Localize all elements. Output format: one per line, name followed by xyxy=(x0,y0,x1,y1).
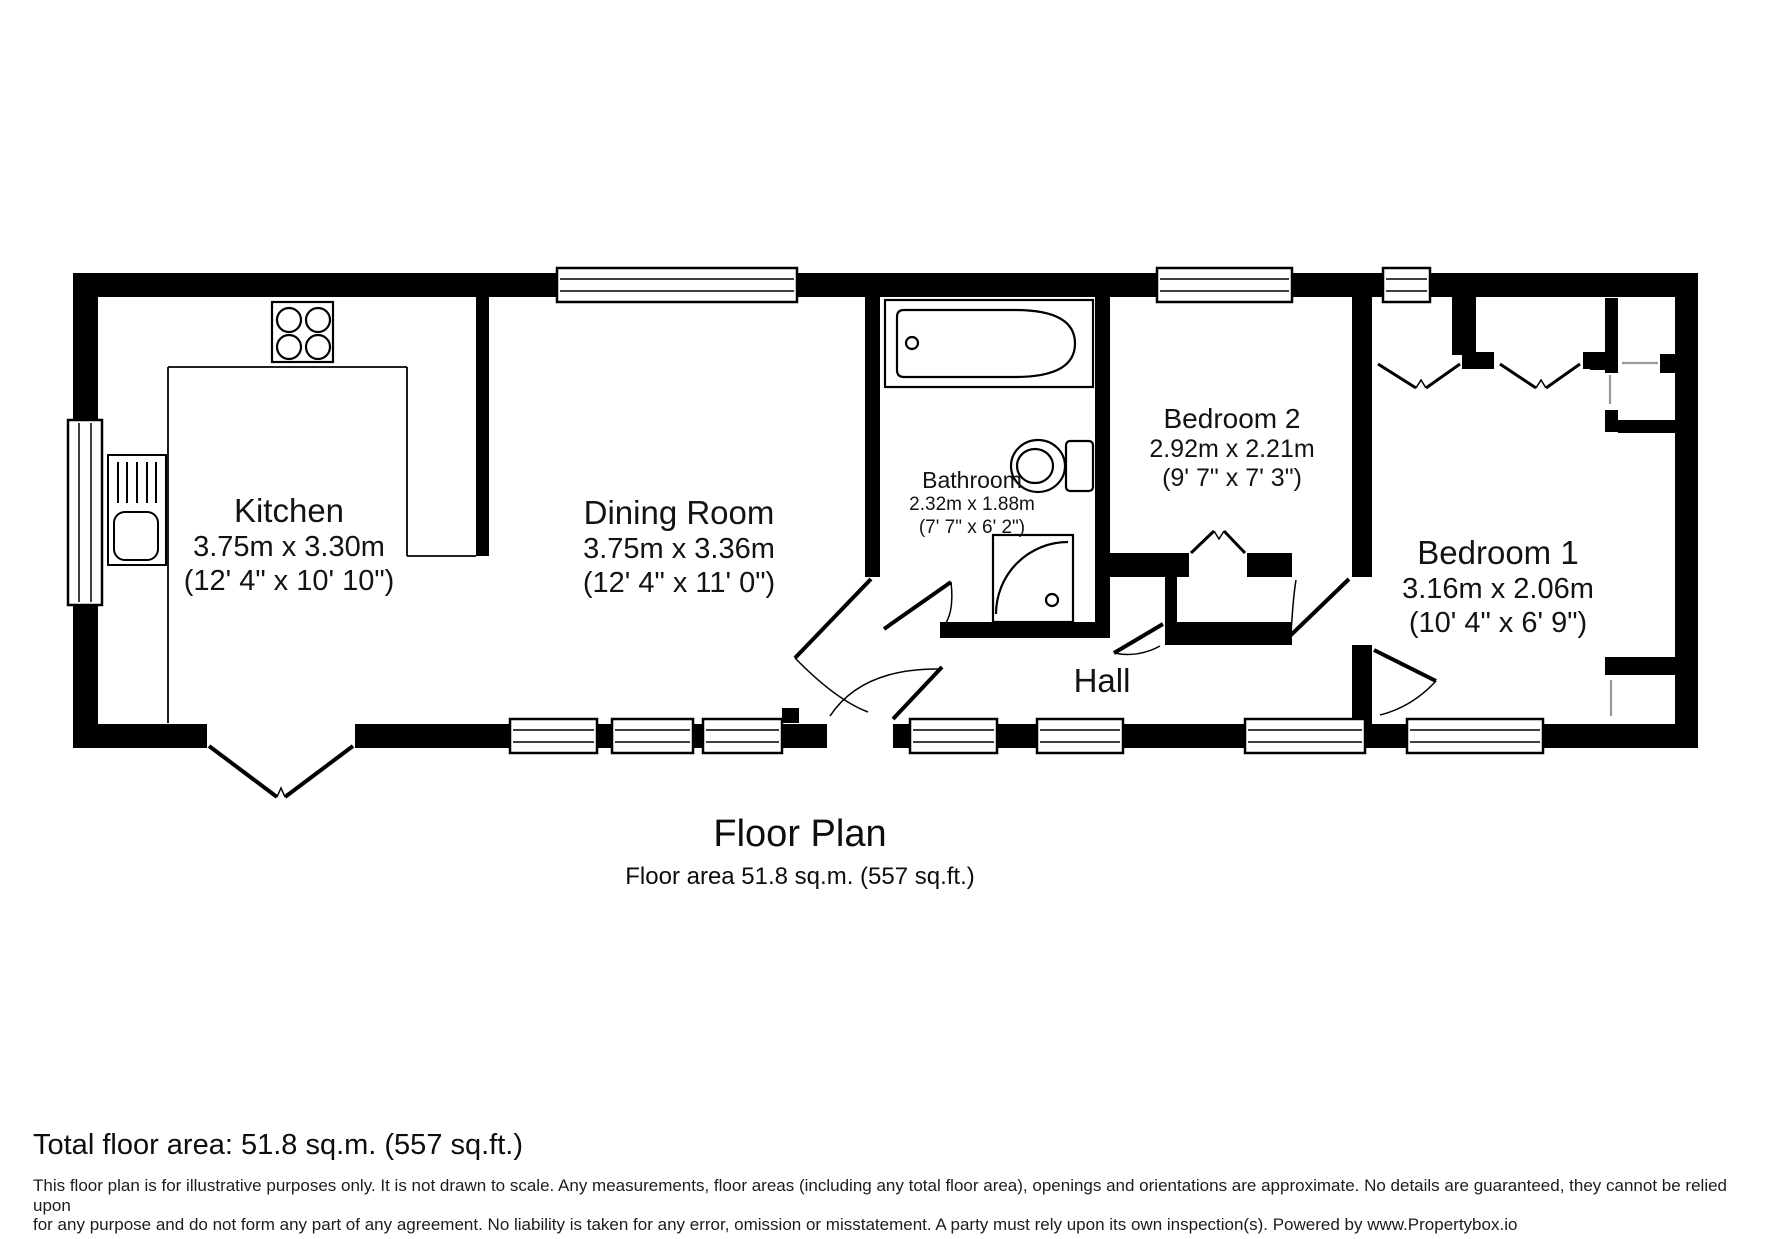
wall-kitchen-dining xyxy=(476,297,489,556)
wall-dining-hall xyxy=(865,297,880,577)
bathroom-metric: 2.32m x 1.88m xyxy=(909,494,1035,515)
room-label-kitchen xyxy=(184,492,395,598)
page-title: Floor Plan xyxy=(713,813,887,855)
hall-name: Hall xyxy=(1073,662,1131,699)
wall-bathroom-bottom xyxy=(940,622,1110,638)
wall-closet-bottom xyxy=(1165,622,1292,645)
wall-bedroom2-bedroom1-lower xyxy=(1352,645,1372,724)
disclaimer xyxy=(33,1176,1763,1235)
window-bottom-6 xyxy=(1245,719,1365,753)
kitchen-french-doors xyxy=(209,746,353,797)
entrance-hinge-nub xyxy=(782,708,799,723)
total-floor-area: Total floor area: 51.8 sq.m. (557 sq.ft.) xyxy=(33,1129,524,1161)
kitchen-metric: 3.75m x 3.30m xyxy=(193,531,385,563)
kitchen-name: Kitchen xyxy=(233,492,345,529)
bedroom1-metric: 3.16m x 2.06m xyxy=(1402,573,1594,605)
wall-closet-left xyxy=(1165,577,1177,622)
dining-name: Dining Room xyxy=(583,494,775,531)
room-label-bedroom1 xyxy=(1402,534,1594,640)
room-label-bedroom2 xyxy=(1149,403,1314,493)
window-bottom-1 xyxy=(510,719,597,753)
bathroom-door xyxy=(884,582,952,629)
window-dining xyxy=(557,268,797,302)
bathroom-name: Bathroom xyxy=(922,467,1022,493)
opening-kitchen-doors xyxy=(207,722,355,750)
window-bottom-2 xyxy=(612,719,693,753)
wardrobe-stub-top xyxy=(1452,297,1476,355)
window-kitchen-side xyxy=(68,420,102,605)
wardrobe-stub-a xyxy=(1462,352,1494,369)
floor-area-subtitle: Floor area 51.8 sq.m. (557 sq.ft.) xyxy=(625,863,975,890)
bedroom1-wardrobe-bifold-door-2 xyxy=(1500,364,1580,388)
bathroom-fixtures xyxy=(885,300,1093,622)
window-bottom-3 xyxy=(703,719,782,753)
bathtub-icon xyxy=(885,300,1093,387)
shower-icon xyxy=(993,535,1073,622)
kitchen-imperial: (12' 4" x 10' 10") xyxy=(183,565,395,597)
bedroom1-door xyxy=(1374,650,1436,715)
dining-hall-door xyxy=(795,579,871,712)
bedroom2-imperial: (9' 7" x 7' 3") xyxy=(1162,464,1302,492)
wall-bedroom2-bottom-a xyxy=(1110,553,1189,577)
room-label-hall xyxy=(1074,662,1131,700)
window-bedroom2 xyxy=(1157,268,1292,302)
hall-closet-door xyxy=(1114,624,1163,654)
cupboard-top-wall xyxy=(1605,657,1675,675)
sink-icon xyxy=(108,455,166,565)
corner-closet-left-wall xyxy=(1605,298,1618,373)
room-label-dining xyxy=(583,494,775,600)
disclaimer-line-2: for any purpose and do not form any part of any agreement. No liability is taken for any error, omission or misstatement. A party must rely upon its own inspection(s). Powered by www.Propertybox.io xyxy=(33,1215,1518,1234)
bathroom-imperial: (7' 7" x 6' 2") xyxy=(918,517,1026,538)
wall-top xyxy=(73,273,1698,297)
window-bedroom1-small xyxy=(1383,268,1430,302)
bedroom2-metric: 2.92m x 2.21m xyxy=(1149,435,1315,463)
bedroom2-door xyxy=(1291,579,1349,635)
dining-imperial: (12' 4" x 11' 0") xyxy=(582,567,776,599)
corner-closet-nub-bottom xyxy=(1605,410,1618,432)
window-bottom-4 xyxy=(910,719,997,753)
bedroom1-imperial: (10' 4" x 6' 9") xyxy=(1408,607,1588,639)
window-bottom-5 xyxy=(1037,719,1123,753)
dining-metric: 3.75m x 3.36m xyxy=(583,533,775,565)
wall-bedroom2-bottom-b xyxy=(1247,553,1292,577)
disclaimer-line-1: This floor plan is for illustrative purposes only. It is not drawn to scale. Any measurements, floor areas (including any total floor area), openings and orientations are approximate. No details are guaranteed, they cannot be relied upon xyxy=(33,1176,1727,1215)
entrance-door xyxy=(830,667,942,719)
corner-closet-nub-right xyxy=(1660,354,1675,373)
bedroom1-name: Bedroom 1 xyxy=(1417,534,1579,571)
wall-bathroom-bedroom2 xyxy=(1095,297,1110,638)
opening-entrance-door xyxy=(827,722,893,750)
hob-icon xyxy=(272,302,333,362)
bedroom2-closet-bifold-door xyxy=(1191,531,1245,553)
room-label-bathroom xyxy=(909,467,1035,539)
wall-right xyxy=(1675,273,1698,748)
bedroom2-name: Bedroom 2 xyxy=(1163,403,1301,434)
corner-closet-bottom-wall xyxy=(1618,420,1675,433)
bedroom1-wardrobe-bifold-door-1 xyxy=(1378,364,1460,388)
window-bottom-7 xyxy=(1407,719,1543,753)
wall-bedroom2-bedroom1-upper xyxy=(1352,297,1372,577)
